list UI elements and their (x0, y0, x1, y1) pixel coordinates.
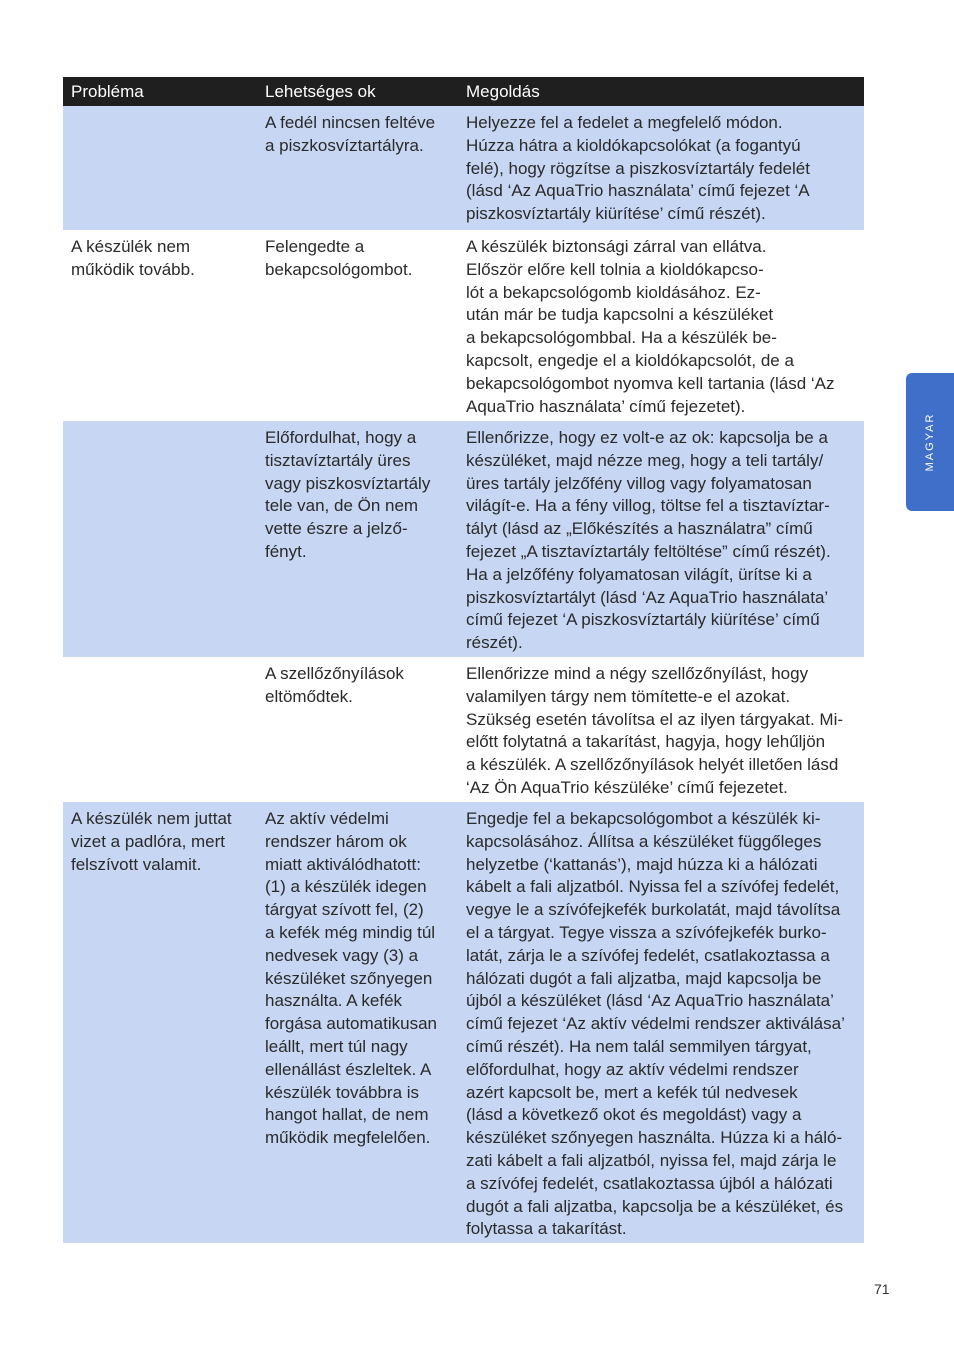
cause-cell: A szellőzőnyílások eltömődtek. (265, 664, 404, 706)
table-row (63, 106, 864, 230)
problem-cell (63, 421, 258, 657)
problem-cell: A készülék nem juttat vizet a padlóra, mert felszívott valamit. (71, 809, 232, 874)
cause-cell: Felengedte a bekapcsológombot. (265, 237, 413, 279)
cause-cell: A fedél nincsen feltéve a piszkosvíztartályra. (265, 113, 436, 155)
table-header-row (63, 77, 864, 106)
solution-cell: Ellenőrizze mind a négy szellőzőnyílást, hogy valamilyen tárgy nem tömítette-e el azokat. Szükség esetén távolítsa el az ilyen tárgyakat. Mi- előtt folytatná a takarítást, hagyja, hogy lehűljön a készülék. A szellőzőnyílások helyét illetően lásd ‘Az Ön AquaTrio készüléke’ című fejezetet. (466, 664, 844, 797)
problem-cell (63, 657, 258, 802)
solution-cell: Engedje fel a bekapcsológombot a készülék ki- kapcsolásához. Állítsa a készüléket függőleges helyzetbe (‘kattanás’), majd húzza ki a hálózati kábelt a fali aljzatból. Nyissa fel a szívófej fedelét, vegye le a szívófejkefék burkolatát, majd távolítsa el a tárgyat. Tegye vissza a szívófejkefék burko- latát, zárja le a szívófej fedelét, csatlakoztassa a hálózati dugót a fali aljzatba, majd kapcsolja be újból a készüléket (lásd ‘Az AquaTrio használata’ című fejezet ‘Az aktív védelmi rendszer aktiválása’ című részét). Ha nem talál semmilyen tárgyat, előfordulhat, hogy az aktív védelmi rendszer azért kapcsolt be, mert a kefék túl nedvesek (lásd a következő okot és megoldást) vagy a készüléket szőnyegen használta. Húzza ki a háló- zati kábelt a fali aljzatból, nyissa fel, majd zárja le a szívófej fedelét, csatlakoztassa újból a hálózati dugót a fali aljzatba, kapcsolja be a készüléket, és folytassa a takarítást. (466, 809, 845, 1239)
language-tab-label: MAGYAR (924, 412, 936, 472)
page-number: 71 (874, 1281, 890, 1297)
header-cause: Lehetséges ok (265, 82, 376, 102)
table-row (63, 230, 864, 421)
problem-cell (63, 106, 258, 230)
table-row (63, 802, 864, 1243)
cause-cell: Előfordulhat, hogy a tisztavíztartály üres vagy piszkosvíztartály tele van, de Ön nem vette észre a jelző- fényt. (265, 428, 431, 561)
solution-cell: A készülék biztonsági zárral van ellátva. Először előre kell tolnia a kioldókapcso- lót a bekapcsológomb kioldásához. Ez- után már be tudja kapcsolni a készüléket a bekapcsológombbal. Ha a készülék be- kapcsolt, engedje el a kioldókapcsolót, de a bekapcsológombot nyomva kell tartania (lásd ‘Az AquaTrio használata’ című fejezetet). (466, 237, 835, 416)
header-problem: Probléma (71, 82, 144, 102)
solution-cell: Helyezze fel a fedelet a megfelelő módon. Húzza hátra a kioldókapcsolókat (a fogantyú felé), hogy rögzítse a piszkosvíztartály fedelét (lásd ‘Az AquaTrio használata’ című fejezet ‘A piszkosvíztartály kiürítése’ című részét). (466, 113, 810, 224)
table-row (63, 657, 864, 802)
solution-cell: Ellenőrizze, hogy ez volt-e az ok: kapcsolja be a készüléket, majd nézze meg, hogy a teli tartály/ üres tartály jelzőfény villog vagy folyamatosan világít-e. Ha a fény villog, töltse fel a tisztavíztar- tályt (lásd az „Előkészítés a használatra” című fejezet „A tisztavíztartály feltöltése” című részét). Ha a jelzőfény folyamatosan világít, ürítse ki a piszkosvíztartályt (lásd ‘Az AquaTrio használata’ című fejezet ‘A piszkosvíztartály kiürítése’ című részét). (466, 428, 831, 653)
header-solution: Megoldás (466, 82, 540, 102)
table-row (63, 421, 864, 657)
cause-cell: Az aktív védelmi rendszer három ok miatt aktiválódhatott: (1) a készülék idegen tárgyat szívott fel, (2) a kefék még mindig túl nedvesek vagy (3) a készüléket szőnyegen használta. A kefék forgása automatikusan leállt, mert túl nagy ellenállást észleltek. A készülék továbbra is hangot hallat, de nem működik megfelelően. (265, 809, 437, 1148)
language-tab (906, 373, 954, 511)
problem-cell: A készülék nem működik tovább. (71, 237, 195, 279)
troubleshooting-table (63, 77, 864, 1243)
